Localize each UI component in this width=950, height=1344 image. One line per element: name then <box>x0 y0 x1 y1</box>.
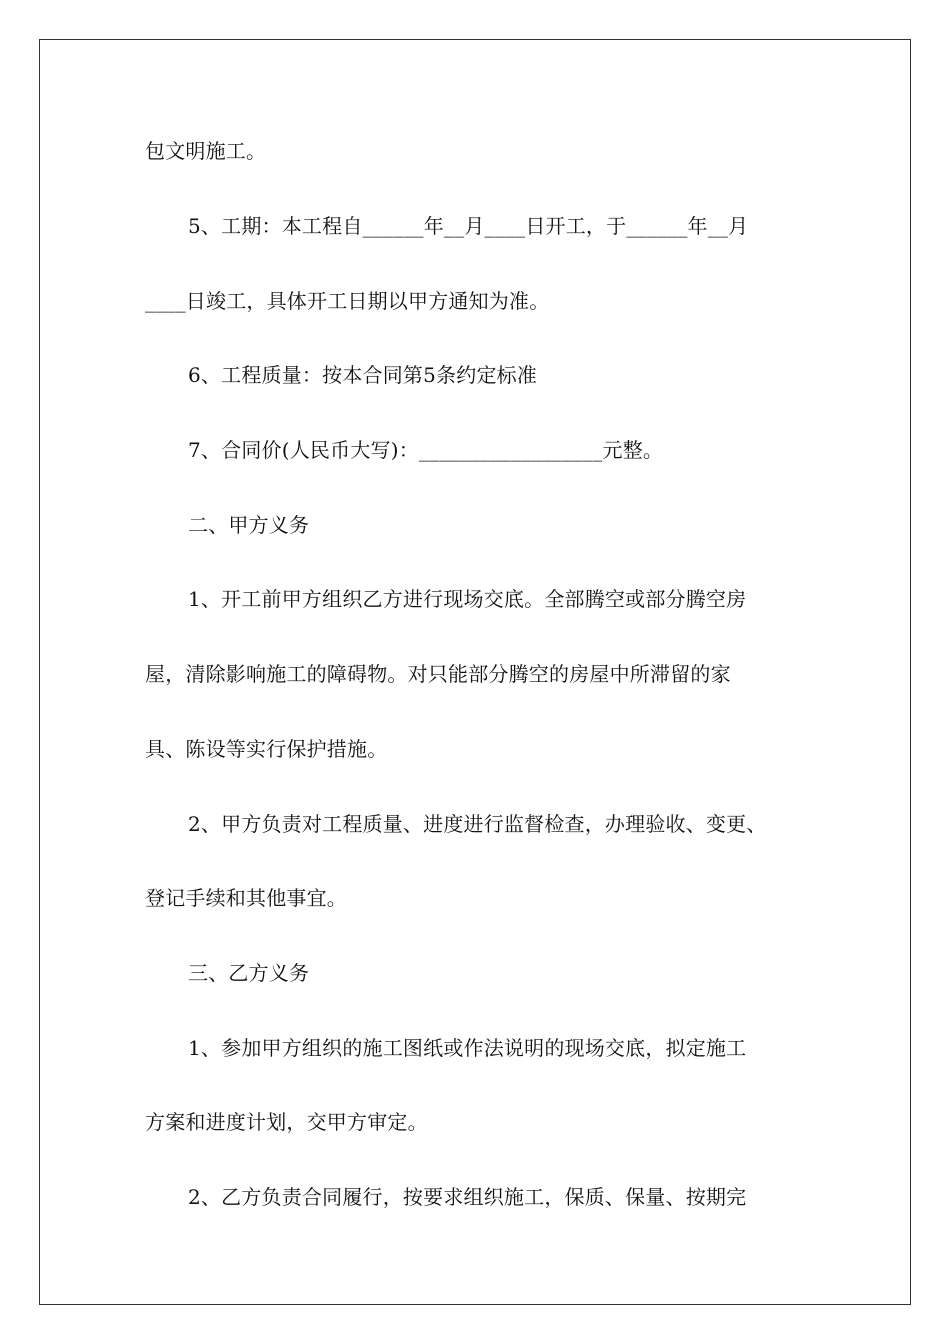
body-line-13: 1、参加甲方组织的施工图纸或作法说明的现场交底，拟定施工 <box>188 1036 747 1060</box>
body-line-2: 5、工期：本工程自______年__月____日开工，于______年__月 <box>188 214 749 238</box>
body-line-8: 屋，清除影响施工的障碍物。对只能部分腾空的房屋中所滞留的家 <box>145 662 731 686</box>
body-line-14: 方案和进度计划，交甲方审定。 <box>145 1110 428 1134</box>
body-line-7: 1、开工前甲方组织乙方进行现场交底。全部腾空或部分腾空房 <box>188 587 747 611</box>
body-line-3: ____日竣工，具体开工日期以甲方通知为准。 <box>145 289 550 313</box>
body-line-1: 包文明施工。 <box>145 139 267 163</box>
body-line-9: 具、陈设等实行保护措施。 <box>145 737 388 761</box>
body-line-15: 2、乙方负责合同履行，按要求组织施工，保质、保量、按期完 <box>188 1185 747 1209</box>
section-heading-party-b: 三、乙方义务 <box>188 961 310 985</box>
body-line-10: 2、甲方负责对工程质量、进度进行监督检查，办理验收、变更、 <box>188 812 767 836</box>
section-heading-party-a: 二、甲方义务 <box>188 513 310 537</box>
body-line-5: 7、合同价(人民币大写)：__________________元整。 <box>188 438 664 462</box>
body-line-4: 6、工程质量：按本合同第5条约定标准 <box>188 363 538 387</box>
body-line-11: 登记手续和其他事宜。 <box>145 886 347 910</box>
